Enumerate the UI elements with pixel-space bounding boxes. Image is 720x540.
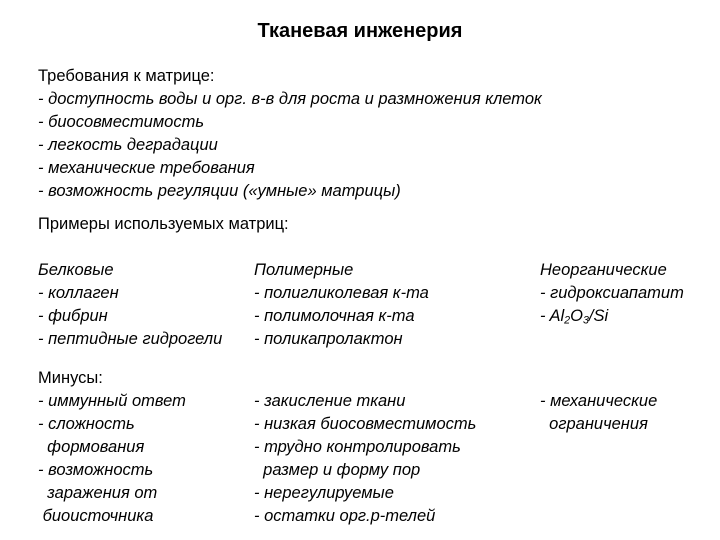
protein-item: - коллаген [38,284,119,302]
polymer-matrices [254,259,429,351]
formula-prefix: - Al [540,307,565,325]
minus-item: - остатки орг.р-телей [254,507,436,525]
requirement-item: - легкость деградации [38,136,218,154]
minuses-polymer [254,390,476,528]
minus-item: - закисление ткани [254,392,406,410]
minus-item: - низкая биосовместимость [254,415,477,433]
polymer-heading: Полимерные [254,261,354,279]
formula-mid: O [570,307,583,325]
protein-heading: Белковые [38,261,114,279]
polymer-item: - полимолочная к-та [254,307,415,325]
slide-title: Тканевая инженерия [257,20,463,42]
minuses-protein [38,367,186,528]
protein-matrices [38,259,222,351]
formula-subscript: 2 [564,314,571,327]
formula-suffix: /Si [588,307,609,325]
formula-subscript: 3 [582,314,589,327]
minuses-heading: Минусы: [38,369,103,387]
minus-item: - иммунный ответ [38,392,186,410]
protein-item: - фибрин [38,307,108,325]
minus-item: - нерегулируемые [254,484,394,502]
minus-item: биоисточника [38,507,154,525]
minus-item: размер и форму пор [254,461,421,479]
inorganic-heading: Неорганические [540,261,667,279]
protein-item: - пептидные гидрогели [38,330,223,348]
inorganic-item: - гидроксиапатит [540,284,684,302]
examples-heading: Примеры используемых матриц: [38,215,289,233]
minus-item: заражения от [38,484,158,502]
minuses-inorganic [540,390,657,436]
requirements-heading: Требования к матрице: [38,67,215,85]
inorganic-formula [540,305,684,328]
minus-item: - трудно контролировать [254,438,461,456]
minus-item: - механические [540,392,658,410]
requirement-item: - доступность воды и орг. в-в для роста и размножения клеток [38,90,542,108]
requirement-item: - возможность регуляции («умные» матрицы) [38,182,401,200]
polymer-item: - поликапролактон [254,330,403,348]
requirement-item: - биосовместимость [38,113,205,131]
minus-item: - сложность [38,415,135,433]
polymer-item: - полигликолевая к-та [254,284,429,302]
minus-item: - возможность [38,461,154,479]
minus-item: формования [38,438,145,456]
requirements-section [38,65,542,203]
inorganic-matrices [540,259,684,328]
minus-item: ограничения [540,415,648,433]
requirement-item: - механические требования [38,159,255,177]
